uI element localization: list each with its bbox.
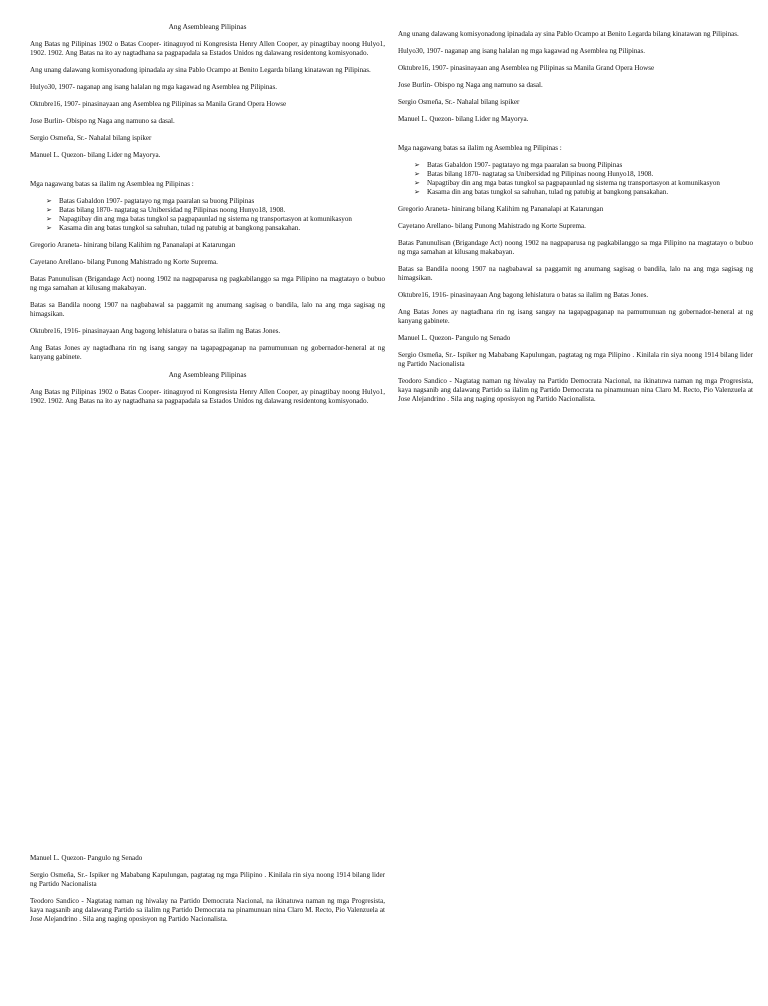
repeated-title: Ang Asembleang Pilipinas xyxy=(168,370,247,379)
list-item: ➢ Kasama din ang batas tungkol sa sahuhan, tulad ng patubig at bangkong pansakahan. xyxy=(46,224,385,233)
paragraph-araneta: Gregorio Araneta- hinirang bilang Kalihim ng Pananalapi at Katarungan xyxy=(30,241,236,249)
paragraph-osmena-kapulungan: Sergio Osmeña, Sr.- Ispiker ng Mababang Kapulungan, pagtatag ng mga Pilipino . Kinilala rin siya noong 1914 bilang lider ng Partido Nacionalista xyxy=(30,871,385,888)
list-item: ➢ Batas bilang 1870- nagtatag sa Unibersidad ng Pilipinas noong Hunyo18, 1908. xyxy=(414,170,753,179)
paragraph-jose-burlin: Jose Burlin- Obispo ng Naga ang namuno sa dasal. xyxy=(30,117,175,125)
right-column xyxy=(398,30,753,412)
paragraph-sandico: Teodoro Sandico - Nagtatag naman ng hiwalay na Partido Democrata Nacional, na ikinatuwa naman ng mga Progresista, kaya nagsanib ang dalawang Partido sa ilalim ng Partido Democrata na pinamunuan nina Claro M. Recto, Pio Valenzuela at Jose Alejandrino . Sila ang naging oposisyon ng Partido Nacionalista. xyxy=(30,897,385,923)
list-item: ➢ Batas bilang 1870- nagtatag sa Unibersidad ng Pilipinas noong Hunyo18, 1908. xyxy=(46,206,385,215)
paragraph-quezon-lider: Manuel L. Quezon- bilang Lider ng Mayorya. xyxy=(398,115,529,123)
paragraph-osmena-ispiker: Sergio Osmeña, Sr.- Nahalal bilang ispiker xyxy=(30,134,152,142)
paragraph-lehislatura-1916: Oktubre16, 1916- pinasinayaan Ang bagong lehislatura o batas sa ilalim ng Batas Jones. xyxy=(30,327,281,335)
list-heading: Mga nagawang batas sa ilalim ng Asemblea ng Pilipinas : xyxy=(30,180,194,188)
list-item: ➢ Napagtibay din ang mga batas tungkol sa pagpapaunlad ng sistema ng transportasyon at komunikasyon xyxy=(46,215,385,224)
paragraph-brigandage-act: Batas Panunulisan (Brigandage Act) noong 1902 na nagpaparusa ng pagkabilanggo sa mga Pilipino na magtatayo o bubuo ng mga samahan at kilusang makabayan. xyxy=(398,239,753,256)
bottom-block xyxy=(30,854,385,932)
paragraph-jose-burlin: Jose Burlin- Obispo ng Naga ang namuno sa dasal. xyxy=(398,81,543,89)
paragraph-batas-cooper-repeat: Ang Batas ng Pilipinas 1902 o Batas Cooper- itinaguyod ni Kongresista Henry Allen Cooper, ay pinagtibay noong Hulyo1, 1902. 1902. Ang Batas na ito ay nagtadhana sa pagpapadala sa Estados Unidos ng dalawang residentong komisyonado. xyxy=(30,388,385,405)
paragraph-sandico: Teodoro Sandico - Nagtatag naman ng hiwalay na Partido Democrata Nacional, na ikinatuwa naman ng mga Progresista, kaya nagsanib ang dalawang Partido sa ilalim ng Partido Democrata na pinamunuan nina Claro M. Recto, Pio Valenzuela at Jose Alejandrino . Sila ang naging oposisyon ng Partido Nacionalista. xyxy=(398,377,753,403)
paragraph-quezon-senado: Manuel L. Quezon- Pangulo ng Senado xyxy=(398,334,511,342)
paragraph-arellano: Cayetano Arellano- bilang Punong Mahistrado ng Korte Suprema. xyxy=(398,222,586,230)
paragraph-halalan-1907: Hulyo30, 1907- naganap ang isang halalan ng mga kagawad ng Asemblea ng Pilipinas. xyxy=(30,83,278,91)
document-title: Ang Asembleang Pilipinas xyxy=(168,22,247,31)
paragraph-halalan-1907: Hulyo30, 1907- naganap ang isang halalan ng mga kagawad ng Asemblea ng Pilipinas. xyxy=(398,47,646,55)
paragraph-batas-cooper: Ang Batas ng Pilipinas 1902 o Batas Cooper- itinaguyod ni Kongresista Henry Allen Cooper, ay pinagtibay noong Hulyo1, 1902. 1902. Ang Batas na ito ay nagtadhana sa pagpapadala sa Estados Unidos ng dalawang residentong komisyonado. xyxy=(30,40,385,57)
list-item: ➢ Kasama din ang batas tungkol sa sahuhan, tulad ng patubig at bangkong pansakahan. xyxy=(414,188,753,197)
spacer xyxy=(30,168,385,180)
paragraph-batas-jones: Ang Batas Jones ay nagtadhana rin ng isang sangay na tagapagpaganap na pamumunuan ng gobernador-heneral at ng kanyang gabinete. xyxy=(30,344,385,361)
paragraph-osmena-kapulungan: Sergio Osmeña, Sr.- Ispiker ng Mababang Kapulungan, pagtatag ng mga Pilipino . Kinilala rin siya noong 1914 bilang lider ng Partido Nacionalista xyxy=(398,351,753,368)
paragraph-quezon-senado: Manuel L. Quezon- Pangulo ng Senado xyxy=(30,854,143,862)
list-item: ➢ Batas Gabaldon 1907- pagtatayo ng mga paaralan sa buong Pilipinas xyxy=(46,197,385,206)
paragraph-batas-bandila: Batas sa Bandila noong 1907 na nagbabawal sa paggamit ng anumang sagisag o bandila, lalo na ang mga sagisag ng himagsikan. xyxy=(30,301,385,318)
paragraph-komisyonado: Ang unang dalawang komisyonadong ipinadala ay sina Pablo Ocampo at Benito Legarda bilang kinatawan ng Pilipinas. xyxy=(30,66,371,74)
bullet-list xyxy=(30,197,385,233)
paragraph-araneta: Gregorio Araneta- hinirang bilang Kalihim ng Pananalapi at Katarungan xyxy=(398,205,604,213)
list-item: ➢ Batas Gabaldon 1907- pagtatayo ng mga paaralan sa buong Pilipinas xyxy=(414,161,753,170)
paragraph-batas-bandila: Batas sa Bandila noong 1907 na nagbabawal sa paggamit ng anumang sagisag o bandila, lalo na ang mga sagisag ng himagsikan. xyxy=(398,265,753,282)
paragraph-pinasinayaan-1907: Oktubre16, 1907- pinasinayaan ang Asemblea ng Pilipinas sa Manila Grand Opera Howse xyxy=(30,100,287,108)
paragraph-arellano: Cayetano Arellano- bilang Punong Mahistrado ng Korte Suprema. xyxy=(30,258,218,266)
list-heading: Mga nagawang batas sa ilalim ng Asemblea ng Pilipinas : xyxy=(398,144,562,152)
paragraph-brigandage-act: Batas Panunulisan (Brigandage Act) noong 1902 na nagpaparusa ng pagkabilanggo sa mga Pilipino na magtatayo o bubuo ng mga samahan at kilusang makabayan. xyxy=(30,275,385,292)
bullet-list xyxy=(398,161,753,197)
paragraph-batas-jones: Ang Batas Jones ay nagtadhana rin ng isang sangay na tagapagpaganap na pamumunuan ng gobernador-heneral at ng kanyang gabinete. xyxy=(398,308,753,325)
left-column xyxy=(30,22,385,414)
paragraph-komisyonado: Ang unang dalawang komisyonadong ipinadala ay sina Pablo Ocampo at Benito Legarda bilang kinatawan ng Pilipinas. xyxy=(398,30,739,38)
spacer xyxy=(398,132,753,144)
paragraph-pinasinayaan-1907: Oktubre16, 1907- pinasinayaan ang Asemblea ng Pilipinas sa Manila Grand Opera Howse xyxy=(398,64,655,72)
list-item: ➢ Napagtibay din ang mga batas tungkol sa pagpapaunlad ng sistema ng transportasyon at komunikasyon xyxy=(414,179,753,188)
paragraph-quezon-lider: Manuel L. Quezon- bilang Lider ng Mayorya. xyxy=(30,151,161,159)
paragraph-lehislatura-1916: Oktubre16, 1916- pinasinayaan Ang bagong lehislatura o batas sa ilalim ng Batas Jones. xyxy=(398,291,649,299)
paragraph-osmena-ispiker: Sergio Osmeña, Sr.- Nahalal bilang ispiker xyxy=(398,98,520,106)
